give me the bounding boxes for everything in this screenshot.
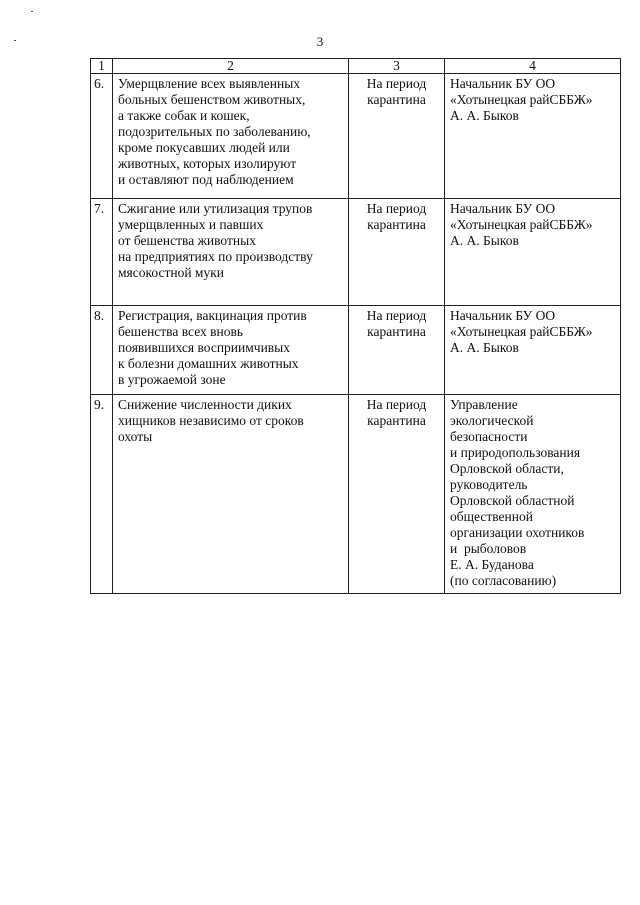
action-line: на предприятиях по производству [118, 249, 313, 264]
column-header: 1 [91, 59, 113, 74]
action-cell [113, 306, 349, 395]
action-cell [113, 395, 349, 594]
action-line: охоты [118, 429, 153, 444]
responsible-line: «Хотынецкая райСББЖ» [450, 92, 593, 107]
action-line: а также собак и кошек, [118, 108, 250, 123]
period-line: карантина [367, 92, 426, 107]
responsible-line: экологической [450, 413, 534, 428]
responsible-line: и природопользования [450, 445, 581, 460]
action-line: от бешенства животных [118, 233, 256, 248]
action-line: мясокостной муки [118, 265, 224, 280]
table-row [91, 395, 621, 594]
action-line: умерщвленных и павших [118, 217, 264, 232]
action-line: Снижение численности диких [118, 397, 292, 412]
period-cell [349, 74, 445, 199]
row-number: 9. [91, 395, 113, 594]
period-line: На период [366, 308, 427, 323]
responsible-line: Начальник БУ ОО [450, 76, 556, 91]
row-number: 7. [91, 199, 113, 306]
action-line: и оставляют под наблюдением [118, 172, 294, 187]
action-line: Сжигание или утилизация трупов [118, 201, 313, 216]
responsible-cell [445, 306, 621, 395]
action-cell [113, 74, 349, 199]
responsible-cell [445, 74, 621, 199]
responsible-line: «Хотынецкая райСББЖ» [450, 217, 593, 232]
scan-speck [31, 11, 33, 12]
table-row [91, 199, 621, 306]
column-header: 4 [445, 59, 621, 74]
period-cell [349, 199, 445, 306]
responsible-line: руководитель [450, 477, 528, 492]
row-number: 8. [91, 306, 113, 395]
column-header: 3 [349, 59, 445, 74]
table-row [91, 306, 621, 395]
responsible-line: «Хотынецкая райСББЖ» [450, 324, 593, 339]
period-line: карантина [367, 217, 426, 232]
responsible-line: А. А. Быков [450, 108, 519, 123]
action-line: появившихся восприимчивых [118, 340, 290, 355]
action-line: Регистрация, вакцинация против [118, 308, 307, 323]
responsible-cell [445, 395, 621, 594]
responsible-line: организации охотников [450, 525, 585, 540]
responsible-line: Орловской области, [450, 461, 564, 476]
action-line: в угрожаемой зоне [118, 372, 226, 387]
action-line: подозрительных по заболеванию, [118, 124, 311, 139]
page-number: 3 [316, 34, 324, 49]
action-line: хищников независимо от сроков [118, 413, 304, 428]
period-line: карантина [367, 324, 426, 339]
action-line: к болезни домашних животных [118, 356, 299, 371]
column-header: 2 [113, 59, 349, 74]
period-cell [349, 306, 445, 395]
action-cell [113, 199, 349, 306]
action-line: больных бешенством животных, [118, 92, 306, 107]
period-cell [349, 395, 445, 594]
responsible-line: безопасности [450, 429, 528, 444]
responsible-line: общественной [450, 509, 533, 524]
action-line: животных, которых изолируют [118, 156, 297, 171]
responsible-line: А. А. Быков [450, 340, 519, 355]
responsible-cell [445, 199, 621, 306]
responsible-line: и рыболовов [450, 541, 527, 556]
action-line: бешенства всех вновь [118, 324, 244, 339]
period-line: На период [366, 76, 427, 91]
action-line: Умерщвление всех выявленных [118, 76, 301, 91]
responsible-line: Е. А. Буданова [450, 557, 534, 572]
action-line: кроме покусавших людей или [118, 140, 290, 155]
table-row [91, 74, 621, 199]
responsible-line: А. А. Быков [450, 233, 519, 248]
responsible-line: Начальник БУ ОО [450, 201, 556, 216]
responsible-line: Начальник БУ ОО [450, 308, 556, 323]
period-line: карантина [367, 413, 426, 428]
period-line: На период [366, 201, 427, 216]
period-line: На период [366, 397, 427, 412]
table-header-row [91, 59, 621, 74]
responsible-line: (по согласованию) [450, 573, 557, 588]
responsible-line: Управление [450, 397, 518, 412]
row-number: 6. [91, 74, 113, 199]
responsible-line: Орловской областной [450, 493, 575, 508]
measures-table [90, 58, 621, 594]
